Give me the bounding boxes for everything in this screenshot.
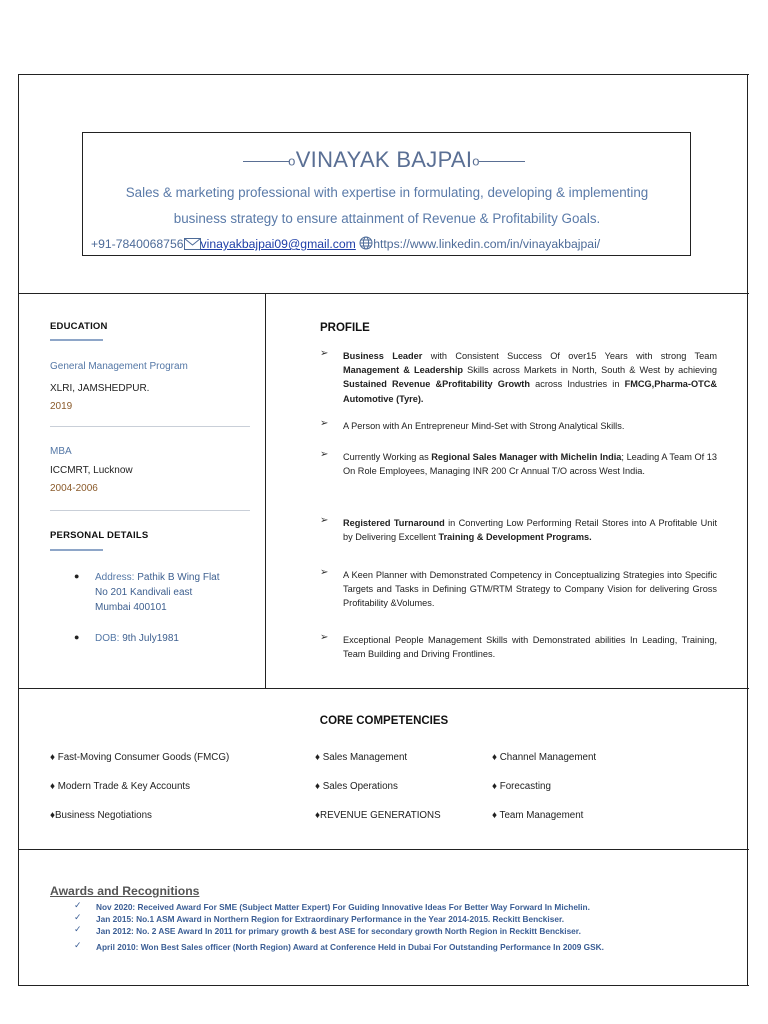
bullet-icon: ● bbox=[74, 632, 80, 642]
profile-heading: PROFILE bbox=[320, 322, 370, 334]
bullet-icon: ● bbox=[74, 571, 80, 581]
competency-item: ♦ Sales Operations bbox=[315, 781, 398, 792]
profile-item-6: Exceptional People Management Skills with Demonstrated abilities In Leading, Training, Team Building and Driving Frontlines. bbox=[343, 635, 717, 660]
email-envelope-icon bbox=[184, 238, 201, 250]
arrow-bullet-icon: ➢ bbox=[320, 449, 329, 460]
address-line-1: Address: Pathik B Wing Flat bbox=[95, 572, 220, 583]
profile-item-2: A Person with An Entrepreneur Mind-Set with Strong Analytical Skills. bbox=[343, 421, 625, 431]
tagline-line-2: business strategy to ensure attainment of Revenue & Profitability Goals. bbox=[173, 211, 601, 226]
awards-heading: Awards and Recognitions bbox=[50, 884, 200, 898]
competency-item: ♦ Team Management bbox=[492, 810, 584, 821]
email-link[interactable]: vinayakbajpai09@gmail.com bbox=[200, 237, 356, 251]
phone-number: +91-7840068756 bbox=[91, 237, 184, 251]
dob-line: DOB: 9th July1981 bbox=[95, 633, 179, 644]
award-item-1: Nov 2020: Received Award For SME (Subject Matter Expert) For Guiding Innovative Ideas For Better Way Forward In Michelin. bbox=[96, 902, 590, 912]
competency-item: ♦ Fast-Moving Consumer Goods (FMCG) bbox=[50, 752, 230, 763]
award-item-4: April 2010: Won Best Sales officer (North Region) Award at Conference Held in Dubai For Outstanding Performance In 2009 GSK. bbox=[96, 942, 604, 952]
competency-item: ♦Business Negotiations bbox=[50, 810, 152, 821]
divider-profile bbox=[18, 688, 749, 689]
checkmark-icon: ✓ bbox=[74, 900, 82, 910]
linkedin-link[interactable]: https://www.linkedin.com/in/vinayakbajpai/ bbox=[373, 237, 601, 251]
divider-bottom bbox=[18, 985, 749, 986]
checkmark-icon: ✓ bbox=[74, 912, 82, 922]
column-divider bbox=[265, 293, 266, 688]
profile-item-1: Business Leader with Consistent Success Of over15 Years with strong Team Management & Leadership Skills across Markets in North, South & West by achieving Sustained Revenue &Profitability Growth across Industries in FMCG,Pharma-OTC& Automotive (Tyre). bbox=[343, 351, 717, 404]
arrow-bullet-icon: ➢ bbox=[320, 632, 329, 643]
arrow-bullet-icon: ➢ bbox=[320, 348, 329, 359]
checkmark-icon: ✓ bbox=[74, 940, 82, 950]
arrow-bullet-icon: ➢ bbox=[320, 515, 329, 526]
address-line-3: Mumbai 400101 bbox=[95, 602, 167, 613]
contact-row bbox=[91, 236, 600, 251]
education-years-2: 2004-2006 bbox=[50, 483, 98, 494]
personal-details-heading: PERSONAL DETAILS bbox=[50, 530, 149, 541]
education-years-1: 2019 bbox=[50, 401, 73, 412]
competency-item: ♦ Modern Trade & Key Accounts bbox=[50, 781, 191, 792]
name-heading: oVINAYAK BAJPAIo bbox=[0, 147, 768, 173]
personal-details-underline bbox=[50, 549, 103, 551]
education-institute-2: ICCMRT, Lucknow bbox=[50, 465, 133, 476]
profile-item-4: Registered Turnaround in Converting Low Performing Retail Stores into A Profitable Unit by Delivering Excellent Training & Development Programs. bbox=[343, 518, 718, 543]
competency-item: ♦ Channel Management bbox=[492, 752, 597, 763]
profile-item-3: Currently Working as Regional Sales Manager with Michelin India; Leading A Team Of 13 On Role Employees, Managing INR 200 Cr Annual T/O across West India. bbox=[343, 452, 717, 477]
candidate-name: VINAYAK BAJPAI bbox=[295, 147, 473, 172]
education-underline bbox=[50, 339, 103, 341]
education-institute-1: XLRI, JAMSHEDPUR. bbox=[50, 383, 150, 394]
award-item-2: Jan 2015: No.1 ASM Award in Northern Region for Extraordinary Performance in the Year 2014-2015. Reckitt Benckiser. bbox=[96, 914, 565, 924]
competency-item: ♦ Sales Management bbox=[315, 752, 408, 763]
education-program-2: MBA bbox=[50, 446, 72, 457]
education-program-1: General Management Program bbox=[50, 361, 188, 372]
competency-item: ♦ Forecasting bbox=[492, 781, 551, 792]
address-line-2: No 201 Kandivali east bbox=[95, 587, 193, 598]
divider-header bbox=[18, 293, 749, 294]
education-separator-2 bbox=[50, 510, 250, 511]
competency-item: ♦REVENUE GENERATIONS bbox=[315, 810, 441, 821]
profile-item-5: A Keen Planner with Demonstrated Competency in Conceptualizing Strategies into Specific Targets and Tasks in Defining GTM/RTM Strategy to Company Vision for delivering Gross Profitability &Volumes. bbox=[343, 570, 717, 609]
education-separator bbox=[50, 426, 250, 427]
divider-core bbox=[18, 849, 749, 850]
arrow-bullet-icon: ➢ bbox=[320, 567, 329, 578]
tagline-line-1: Sales & marketing professional with expertise in formulating, developing & implementing bbox=[125, 185, 649, 200]
arrow-bullet-icon: ➢ bbox=[320, 418, 329, 429]
award-item-3: Jan 2012: No. 2 ASE Award In 2011 for primary growth & best ASE for secondary growth North Region in Reckitt Benckiser. bbox=[96, 926, 581, 936]
globe-icon bbox=[359, 236, 373, 250]
checkmark-icon: ✓ bbox=[74, 924, 82, 934]
core-competencies-heading: CORE COMPETENCIES bbox=[319, 715, 449, 727]
education-heading: EDUCATION bbox=[50, 321, 108, 332]
divider-top bbox=[18, 74, 749, 75]
